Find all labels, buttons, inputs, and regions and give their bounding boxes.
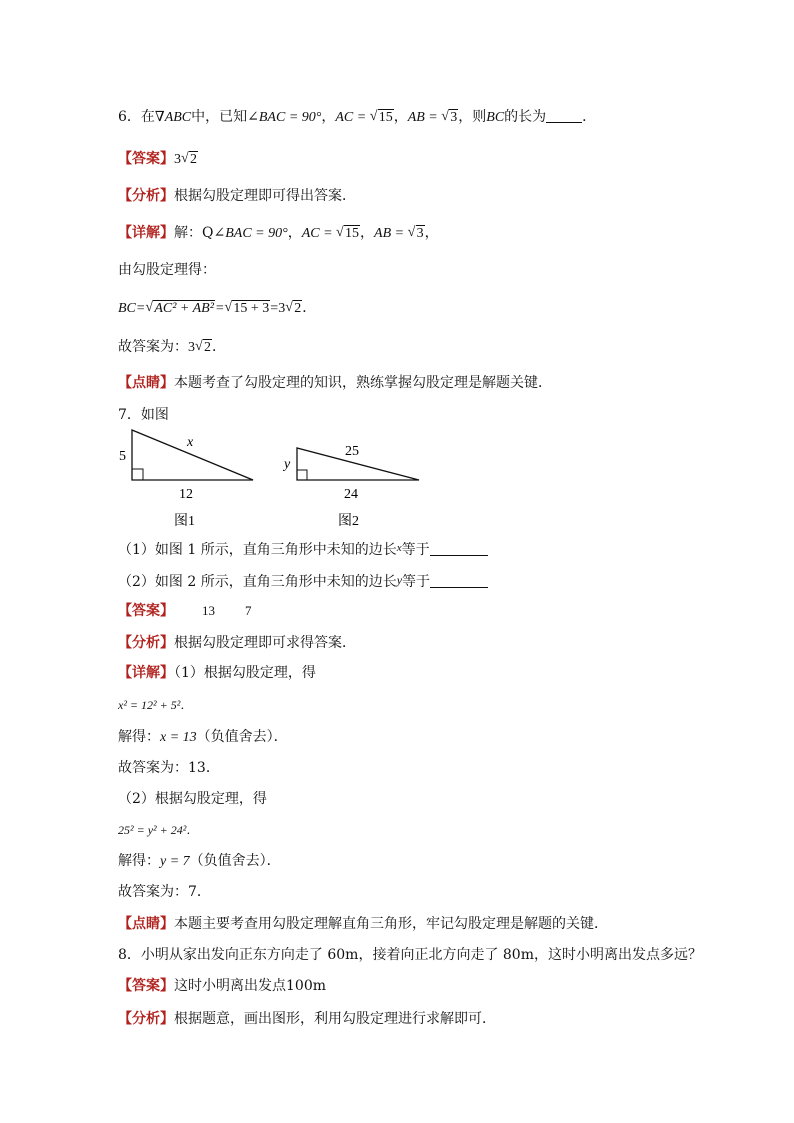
fig2-hypotenuse: 25 <box>345 444 359 459</box>
fig1-caption: 图1 <box>174 514 195 529</box>
q8-answer: 【答案】这时小明离出发点100m <box>118 978 326 994</box>
answer-blank-2 <box>430 573 488 588</box>
q7-detail: 【详解】（1）根据勾股定理，得 <box>118 665 316 681</box>
q6-result: 故答案为：3√ 2． <box>118 337 226 358</box>
q6-answer: 【答案】3√ 2 <box>118 149 198 170</box>
q7-analysis: 【分析】根据勾股定理即可求得答案． <box>118 635 356 651</box>
answer-blank <box>546 108 582 123</box>
q7-comment: 【点睛】本题主要考查用勾股定理解直角三角形，牢记勾股定理是解题的关键． <box>118 916 608 932</box>
q6-stem: 6．在∇ABC中，已知∠BAC = 90°，AC = √ 15，AB = √ 3，则BC的长为 ． <box>118 107 596 128</box>
q7-part1: （1）如图 1 所示，直角三角形中未知的边长$^x$等于 <box>118 538 488 560</box>
fig1-base: 12 <box>179 487 193 502</box>
fig1-hypotenuse: x <box>187 435 194 450</box>
q6-analysis: 【分析】根据勾股定理即可得出答案． <box>118 188 356 204</box>
figure-1-triangle <box>119 430 253 529</box>
q8-stem: 8．小明从家出发向正东方向走了 60m，接着向正北方向走了 80m，这时小明离出发点多远？ <box>118 947 702 963</box>
q7-solve1: 解得：x = 13（负值舍去）． <box>118 729 288 745</box>
q7-stem: 7．如图 <box>118 407 169 423</box>
q6-comment: 【点睛】本题考查了勾股定理的知识，熟练掌握勾股定理是解题关键． <box>118 375 552 391</box>
q6-detail: 【详解】解：Q∠BAC = 90°，AC = √ 15，AB = √ 3， <box>118 223 439 244</box>
q7-result2: 故答案为：7． <box>118 884 211 900</box>
fig2-base: 24 <box>344 487 358 502</box>
q7-part2: （2）如图 2 所示，直角三角形中未知的边长y等于 <box>118 570 488 592</box>
fig2-side-left: y <box>284 457 291 472</box>
q7-result1: 故答案为：13． <box>118 760 220 776</box>
q7-figures <box>112 428 442 533</box>
q6-calc: BC=√ AC² + AB²=√ 15 + 3=3√ 2． <box>118 298 316 319</box>
fig2-caption: 图2 <box>338 514 359 529</box>
q7-eq2: 25² = y² + 24²． <box>118 823 199 837</box>
fig1-side-left: 5 <box>119 449 126 464</box>
answer-blank-1 <box>430 541 488 556</box>
q6-step1: 由勾股定理得： <box>118 262 216 278</box>
q7-answer: 【答案】 13 7 <box>118 603 252 619</box>
q7-eq1: x² = 12² + 5²． <box>118 698 193 712</box>
figure-2-triangle <box>282 444 419 529</box>
q8-analysis: 【分析】根据题意，画出图形，利用勾股定理进行求解即可． <box>118 1011 496 1027</box>
q7-solve2: 解得：y = 7（负值舍去）． <box>118 853 281 869</box>
q7-detail2: （2）根据勾股定理，得 <box>118 791 267 807</box>
